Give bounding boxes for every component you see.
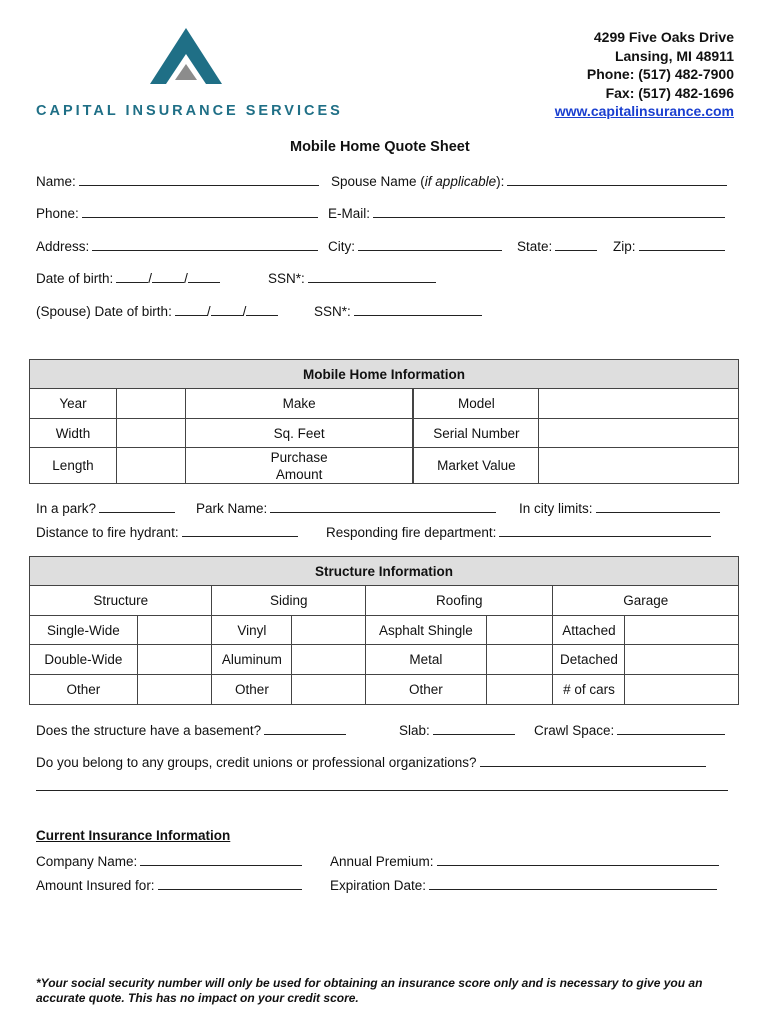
company-address-block bbox=[555, 28, 734, 121]
phone-label: Phone: bbox=[36, 206, 79, 221]
state-field[interactable] bbox=[517, 238, 597, 254]
serial-input[interactable] bbox=[539, 419, 739, 448]
name-field[interactable] bbox=[36, 173, 319, 189]
spouse-name-label: Spouse Name ( bbox=[331, 174, 425, 189]
model-input[interactable] bbox=[539, 389, 739, 419]
groups-label: Do you belong to any groups, credit unions or professional organizations? bbox=[36, 755, 477, 770]
garage-option: Detached bbox=[553, 645, 625, 675]
spouse-dob-field[interactable]: (Spouse) Date of birth: / / bbox=[36, 303, 278, 319]
siding-option: Other bbox=[212, 675, 292, 705]
city-field[interactable] bbox=[328, 238, 502, 254]
address-field[interactable] bbox=[36, 238, 318, 254]
spouse-name-suffix: ): bbox=[496, 174, 505, 189]
hydrant-field[interactable] bbox=[36, 524, 298, 540]
insurance-header: Current Insurance Information bbox=[36, 828, 231, 843]
structure-option: Double-Wide bbox=[30, 645, 138, 675]
garage-checkbox[interactable] bbox=[625, 675, 739, 705]
structure-option: Other bbox=[30, 675, 138, 705]
fire-dept-label: Responding fire department: bbox=[326, 525, 497, 540]
fire-dept-field[interactable] bbox=[326, 524, 711, 540]
amount-insured-field[interactable] bbox=[36, 877, 302, 893]
address-label: Address: bbox=[36, 239, 90, 254]
basement-label: Does the structure have a basement? bbox=[36, 723, 262, 738]
roofing-checkbox[interactable] bbox=[486, 616, 553, 645]
roofing-checkbox[interactable] bbox=[486, 645, 553, 675]
col-structure: Structure bbox=[30, 586, 212, 616]
roofing-checkbox[interactable] bbox=[486, 675, 553, 705]
col-garage: Garage bbox=[553, 586, 739, 616]
dob-label: Date of birth: bbox=[36, 271, 114, 286]
purchase-label-line2: Amount bbox=[275, 466, 323, 482]
length-label: Length bbox=[30, 448, 117, 484]
dob-field[interactable]: Date of birth: / / bbox=[36, 270, 220, 286]
sqft-label: Sq. Feet bbox=[185, 419, 413, 448]
city-limits-label: In city limits: bbox=[519, 501, 593, 516]
width-input[interactable] bbox=[116, 419, 185, 448]
width-label: Width bbox=[30, 419, 117, 448]
city-label: City: bbox=[328, 239, 355, 254]
website-link[interactable]: www.capitalinsurance.com bbox=[554, 103, 734, 119]
col-roofing: Roofing bbox=[366, 586, 553, 616]
spouse-dob-label: (Spouse) Date of birth: bbox=[36, 304, 172, 319]
slab-label: Slab: bbox=[399, 723, 430, 738]
ssn-footnote: *Your social security number will only be used for obtaining an insurance score only and is necessary to give you an accurate quote. This has no impact on your credit score. bbox=[36, 976, 703, 1005]
structure-checkbox[interactable] bbox=[137, 616, 212, 645]
groups-continuation-line[interactable] bbox=[36, 778, 728, 791]
expiration-date-field[interactable] bbox=[330, 877, 717, 893]
roofing-option: Asphalt Shingle bbox=[366, 616, 487, 645]
structure-header: Structure Information bbox=[30, 557, 739, 586]
siding-option: Aluminum bbox=[212, 645, 292, 675]
purchase-amount-label bbox=[185, 448, 413, 484]
email-field[interactable] bbox=[328, 205, 725, 221]
garage-option: # of cars bbox=[553, 675, 625, 705]
siding-checkbox[interactable] bbox=[292, 675, 366, 705]
zip-label: Zip: bbox=[613, 239, 636, 254]
expiration-date-label: Expiration Date: bbox=[330, 878, 427, 893]
company-name-field[interactable] bbox=[36, 853, 302, 869]
structure-checkbox[interactable] bbox=[137, 645, 212, 675]
length-input[interactable] bbox=[116, 448, 185, 484]
garage-checkbox[interactable] bbox=[625, 645, 739, 675]
fax-number: Fax: (517) 482-1696 bbox=[605, 84, 734, 101]
serial-label: Serial Number bbox=[414, 419, 539, 448]
in-park-field[interactable] bbox=[36, 500, 175, 516]
hydrant-label: Distance to fire hydrant: bbox=[36, 525, 179, 540]
year-input[interactable] bbox=[116, 389, 185, 419]
phone-field[interactable] bbox=[36, 205, 318, 221]
city-limits-field[interactable] bbox=[519, 500, 720, 516]
garage-checkbox[interactable] bbox=[625, 616, 739, 645]
page-title: Mobile Home Quote Sheet bbox=[290, 139, 470, 155]
garage-option: Attached bbox=[553, 616, 625, 645]
spouse-ssn-field[interactable] bbox=[314, 303, 482, 319]
company-name-label: Company Name: bbox=[36, 854, 138, 869]
company-logo bbox=[150, 28, 222, 86]
ssn-field[interactable] bbox=[268, 270, 436, 286]
email-label: E-Mail: bbox=[328, 206, 371, 221]
roofing-option: Metal bbox=[366, 645, 487, 675]
slab-field[interactable] bbox=[399, 722, 515, 738]
name-label: Name: bbox=[36, 174, 76, 189]
col-siding: Siding bbox=[212, 586, 366, 616]
in-park-label: In a park? bbox=[36, 501, 97, 516]
address-line2: Lansing, MI 48911 bbox=[614, 47, 734, 64]
siding-option: Vinyl bbox=[212, 616, 292, 645]
crawl-space-field[interactable] bbox=[534, 722, 725, 738]
crawl-space-label: Crawl Space: bbox=[534, 723, 615, 738]
company-name: CAPITAL INSURANCE SERVICES bbox=[36, 103, 343, 119]
year-label: Year bbox=[30, 389, 117, 419]
siding-checkbox[interactable] bbox=[292, 645, 366, 675]
zip-field[interactable] bbox=[613, 238, 725, 254]
amount-insured-label: Amount Insured for: bbox=[36, 878, 155, 893]
basement-field[interactable] bbox=[36, 722, 346, 738]
make-label: Make bbox=[185, 389, 413, 419]
if-applicable-note: if applicable bbox=[424, 174, 497, 189]
structure-checkbox[interactable] bbox=[137, 675, 212, 705]
purchase-label-line1: Purchase bbox=[270, 449, 328, 465]
mobile-home-header: Mobile Home Information bbox=[30, 360, 739, 389]
siding-checkbox[interactable] bbox=[292, 616, 366, 645]
groups-field[interactable] bbox=[36, 754, 706, 770]
annual-premium-field[interactable] bbox=[330, 853, 719, 869]
market-value-label: Market Value bbox=[414, 448, 539, 484]
park-name-label: Park Name: bbox=[196, 501, 268, 516]
annual-premium-label: Annual Premium: bbox=[330, 854, 434, 869]
structure-table bbox=[29, 556, 739, 705]
mobile-home-table bbox=[29, 359, 739, 484]
park-name-field[interactable] bbox=[196, 500, 496, 516]
model-label: Model bbox=[414, 389, 539, 419]
structure-option: Single-Wide bbox=[30, 616, 138, 645]
spouse-ssn-label: SSN*: bbox=[314, 304, 351, 319]
spouse-name-field[interactable] bbox=[331, 173, 727, 189]
roofing-option: Other bbox=[366, 675, 487, 705]
phone-number: Phone: (517) 482-7900 bbox=[586, 66, 734, 82]
ssn-label: SSN*: bbox=[268, 271, 305, 286]
state-label: State: bbox=[517, 239, 553, 254]
logo-mark-icon bbox=[150, 28, 222, 86]
address-line1: 4299 Five Oaks Drive bbox=[593, 29, 734, 45]
market-value-input[interactable] bbox=[539, 448, 739, 484]
